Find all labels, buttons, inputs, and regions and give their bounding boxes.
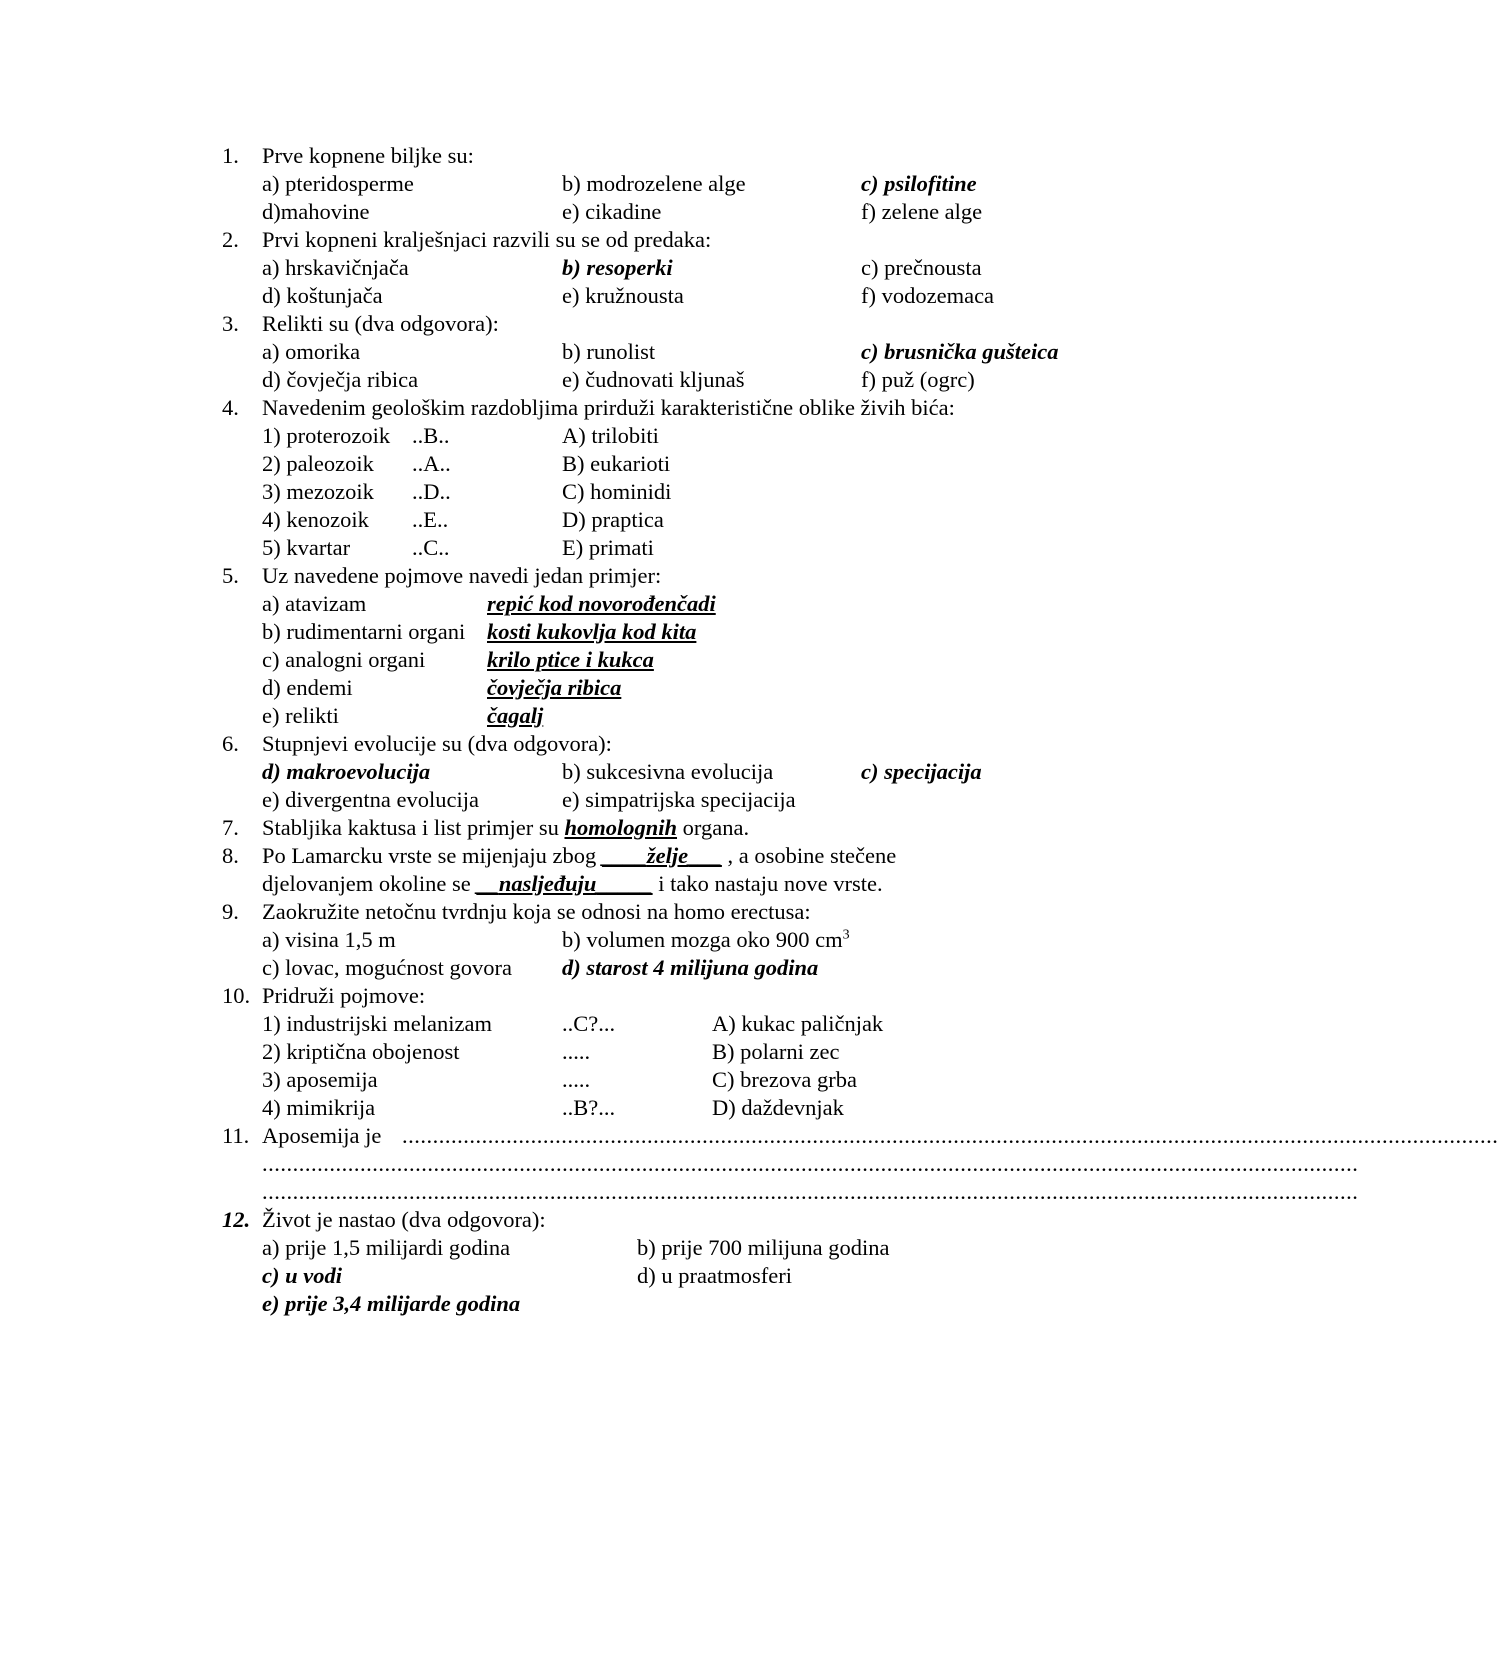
- option: d) čovječja ribica: [262, 367, 419, 392]
- fill-answer: homolognih: [564, 815, 678, 840]
- example-item: B) polarni zec: [712, 1039, 840, 1064]
- example-item: D) daždevnjak: [712, 1095, 844, 1120]
- option: d) u praatmosferi: [637, 1263, 792, 1288]
- option: e) cikadine: [562, 199, 662, 224]
- option: b) sukcesivna evolucija: [562, 759, 774, 784]
- option: [562, 926, 850, 954]
- concept-item: 3) aposemija: [262, 1067, 378, 1092]
- life-form-item: E) primati: [562, 535, 654, 560]
- option: e) simpatrijska specijacija: [562, 787, 796, 812]
- answer-dotted-line: ...................................................................................................................................................................................: [262, 1179, 1359, 1204]
- selected-option: b) resoperki: [562, 255, 673, 280]
- option: c) lovac, mogućnost govora: [262, 955, 512, 980]
- term: b) rudimentarni organi: [262, 619, 466, 644]
- match-answer: ..B..: [412, 423, 450, 448]
- question-number: 8.: [222, 843, 239, 868]
- question-text: Život je nastao (dva odgovora):: [262, 1207, 546, 1232]
- sentence-part: djelovanjem okoline se: [262, 871, 477, 896]
- answer-dotted-line: ...................................................................................................................................................................................: [402, 1123, 1498, 1148]
- example-item: A) kukac paličnjak: [712, 1011, 884, 1036]
- option: e) divergentna evolucija: [262, 787, 479, 812]
- option: f) vodozemaca: [861, 283, 995, 308]
- option: a) visina 1,5 m: [262, 927, 396, 952]
- blank: _____: [596, 871, 653, 896]
- question-number: 7.: [222, 815, 239, 840]
- selected-option: c) u vodi: [262, 1263, 342, 1288]
- blank: ____: [601, 843, 647, 868]
- example-answer: čagalj: [487, 703, 544, 728]
- question-text: Aposemija je: [262, 1123, 382, 1148]
- option: b) prije 700 milijuna godina: [637, 1235, 890, 1260]
- question-sentence-line-2: [262, 870, 883, 898]
- match-answer: ..A..: [412, 451, 451, 476]
- selected-option: e) prije 3,4 milijarde godina: [262, 1291, 521, 1316]
- example-answer: kosti kukovlja kod kita: [487, 619, 697, 644]
- question-text: Zaokružite netočnu tvrdnju koja se odnosi na homo erectusa:: [262, 899, 811, 924]
- sentence-part: i tako nastaju nove vrste.: [652, 871, 883, 896]
- question-number: 1.: [222, 143, 239, 168]
- question-number: 2.: [222, 227, 239, 252]
- question-number: 3.: [222, 311, 239, 336]
- era-item: 1) proterozoik: [262, 423, 391, 448]
- sentence-part: Po Lamarcku vrste se mijenjaju zbog: [262, 843, 602, 868]
- option: e) kružnousta: [562, 283, 684, 308]
- question-text: Pridruži pojmove:: [262, 983, 426, 1008]
- term: d) endemi: [262, 675, 353, 700]
- question-number: 9.: [222, 899, 239, 924]
- option: a) hrskavičnjača: [262, 255, 409, 280]
- sentence-part: organa.: [677, 815, 750, 840]
- concept-item: 1) industrijski melanizam: [262, 1011, 492, 1036]
- match-answer: .....: [562, 1039, 591, 1064]
- selected-option: d) starost 4 milijuna godina: [562, 955, 819, 980]
- superscript: 3: [842, 927, 850, 943]
- question-text: Relikti su (dva odgovora):: [262, 311, 499, 336]
- question-text: Prve kopnene biljke su:: [262, 143, 474, 168]
- era-item: 3) mezozoik: [262, 479, 374, 504]
- answer-dotted-line: ...................................................................................................................................................................................: [262, 1151, 1359, 1176]
- selected-option: c) brusnička gušteica: [861, 339, 1059, 364]
- selected-option: c) specijacija: [861, 759, 982, 784]
- term: c) analogni organi: [262, 647, 426, 672]
- term: e) relikti: [262, 703, 339, 728]
- life-form-item: B) eukarioti: [562, 451, 671, 476]
- selected-option: d) makroevolucija: [262, 759, 431, 784]
- match-answer: .....: [562, 1067, 591, 1092]
- match-answer: ..E..: [412, 507, 449, 532]
- fill-answer: nasljeđuju: [498, 871, 597, 896]
- concept-item: 4) mimikrija: [262, 1095, 376, 1120]
- life-form-item: A) trilobiti: [562, 423, 659, 448]
- match-answer: ..B?...: [562, 1095, 616, 1120]
- option: f) puž (ogrc): [861, 367, 975, 392]
- question-text: Uz navedene pojmove navedi jedan primjer:: [262, 563, 662, 588]
- blank: __: [476, 871, 499, 896]
- example-answer: čovječja ribica: [487, 675, 622, 700]
- fill-answer: želje: [646, 843, 689, 868]
- sentence-part: , a osobine stečene: [721, 843, 897, 868]
- era-item: 4) kenozoik: [262, 507, 369, 532]
- option: e) čudnovati kljunaš: [562, 367, 745, 392]
- question-sentence: [262, 814, 749, 842]
- question-number: 10.: [222, 983, 251, 1008]
- blank: ___: [688, 843, 722, 868]
- example-answer: repić kod novorođenčadi: [487, 591, 716, 616]
- term: a) atavizam: [262, 591, 367, 616]
- example-item: C) brezova grba: [712, 1067, 857, 1092]
- example-answer: krilo ptice i kukca: [487, 647, 654, 672]
- selected-option: c) psilofitine: [861, 171, 977, 196]
- life-form-item: D) praptica: [562, 507, 664, 532]
- option-text: b) volumen mozga oko 900 cm: [562, 927, 843, 952]
- match-answer: ..D..: [412, 479, 451, 504]
- era-item: 2) paleozoik: [262, 451, 374, 476]
- question-text: Stupnjevi evolucije su (dva odgovora):: [262, 731, 612, 756]
- life-form-item: C) hominidi: [562, 479, 672, 504]
- match-answer: ..C?...: [562, 1011, 616, 1036]
- concept-item: 2) kriptična obojenost: [262, 1039, 460, 1064]
- option: a) prije 1,5 milijardi godina: [262, 1235, 511, 1260]
- match-answer: ..C..: [412, 535, 450, 560]
- option: c) prečnousta: [861, 255, 982, 280]
- option: a) pteridosperme: [262, 171, 414, 196]
- option: a) omorika: [262, 339, 361, 364]
- option: b) modrozelene alge: [562, 171, 746, 196]
- question-number: 12.: [222, 1207, 251, 1232]
- option: f) zelene alge: [861, 199, 983, 224]
- sentence-part: Stabljika kaktusa i list primjer su: [262, 815, 565, 840]
- question-number: 6.: [222, 731, 239, 756]
- question-number: 5.: [222, 563, 239, 588]
- question-number: 4.: [222, 395, 239, 420]
- option: d) koštunjača: [262, 283, 383, 308]
- option: d)mahovine: [262, 199, 370, 224]
- question-text: Navedenim geološkim razdobljima prirduži karakteristične oblike živih bića:: [262, 395, 955, 420]
- question-sentence-line-1: [262, 842, 896, 870]
- question-number: 11.: [222, 1123, 250, 1148]
- option: b) runolist: [562, 339, 656, 364]
- era-item: 5) kvartar: [262, 535, 351, 560]
- question-text: Prvi kopneni kralješnjaci razvili su se od predaka:: [262, 227, 712, 252]
